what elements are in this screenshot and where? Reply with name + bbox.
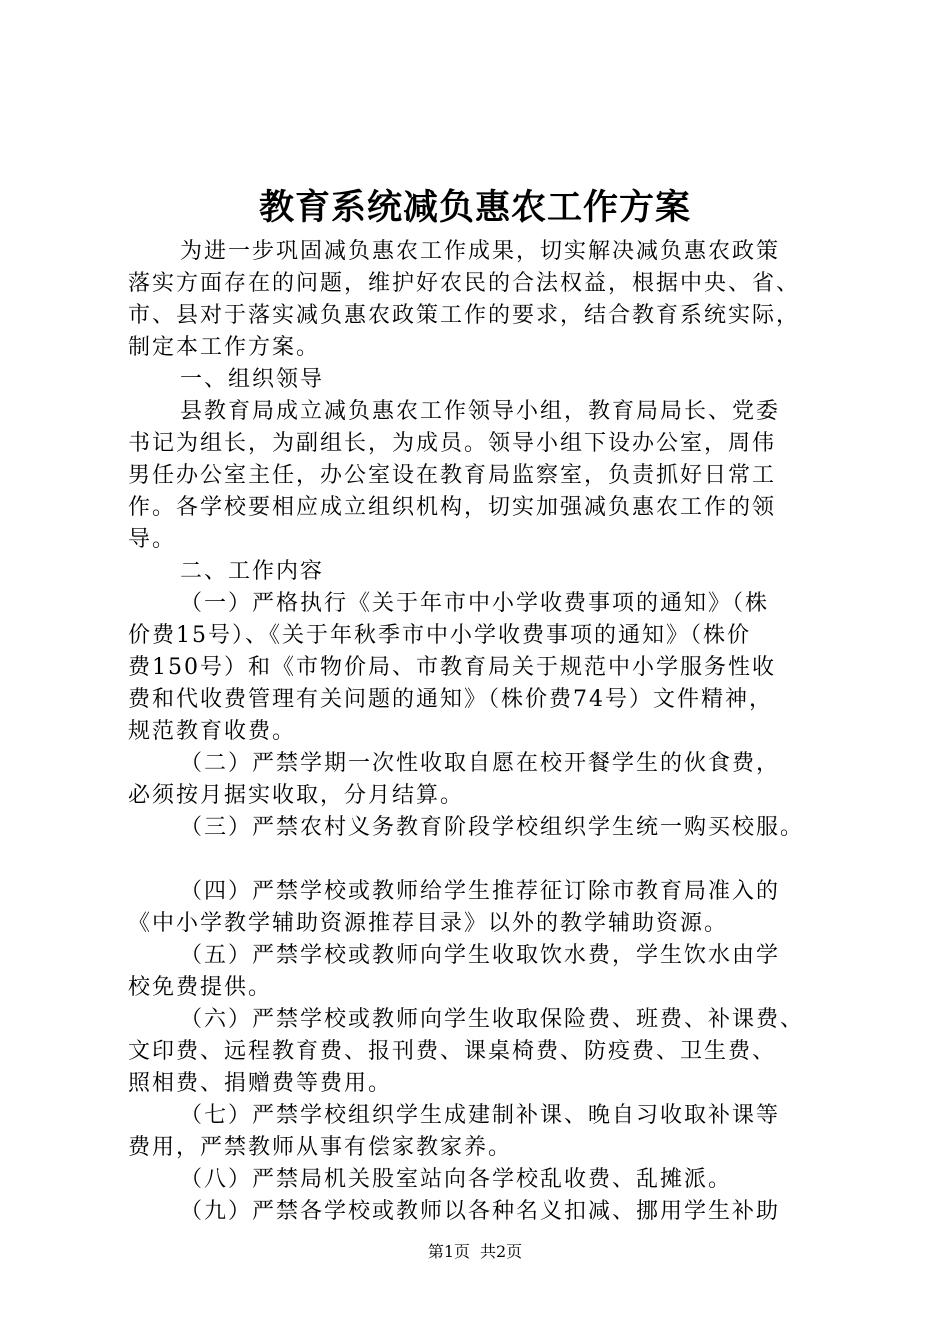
text-line: （四）严禁学校或教师给学生推荐征订除市教育局准入的: [180, 879, 781, 904]
text-line: 校免费提供。: [128, 975, 273, 1000]
text-line: 书记为组长，为副组长，为成员。领导小组下设办公室，周伟: [128, 431, 777, 456]
text-line: 为进一步巩固减负惠农工作成果，切实解决减负惠农政策: [180, 239, 781, 264]
text-line: （二）严禁学期一次性收取自愿在校开餐学生的伙食费，: [180, 751, 781, 776]
text-line: （一）严格执行《关于年市中小学收费事项的通知》（株: [180, 591, 770, 616]
text-line: 作。各学校要相应成立组织机构，切实加强减负惠农工作的领: [128, 495, 777, 520]
text-line: 一、组织领导: [180, 367, 325, 392]
page-number: 第1页: [427, 1242, 470, 1261]
text-line: 规范教育收费。: [128, 719, 297, 744]
text-line: 《中小学教学辅助资源推荐目录》以外的教学辅助资源。: [128, 911, 729, 936]
text-line: （八）严禁局机关股室站向各学校乱收费、乱摊派。: [180, 1167, 733, 1192]
text-line: （九）严禁各学校或教师以各种名义扣减、挪用学生补助: [180, 1199, 781, 1224]
text-line: 费150号）和《市物价局、市教育局关于规范中小学服务性收: [128, 655, 776, 680]
text-line: 导。: [128, 527, 177, 552]
text-line: 市、县对于落实减负惠农政策工作的要求，结合教育系统实际，: [128, 303, 801, 328]
text-line: 照相费、捐赠费等费用。: [128, 1071, 393, 1096]
text-line: 男任办公室主任，办公室设在教育局监察室，负责抓好日常工: [128, 463, 777, 488]
blank-line: [128, 844, 834, 876]
text-line: 必须按月据实收取，分月结算。: [128, 783, 465, 808]
text-line: 制定本工作方案。: [128, 335, 321, 360]
document-body: [128, 236, 834, 1228]
text-line: （五）严禁学校或教师向学生收取饮水费，学生饮水由学: [180, 943, 781, 968]
text-line: （七）严禁学校组织学生成建制补课、晚自习收取补课等: [180, 1103, 781, 1128]
page-footer: [0, 1240, 950, 1264]
text-line: 费和代收费管理有关问题的通知》（株价费74号）文件精神，: [128, 687, 773, 712]
text-line: 费用，严禁教师从事有偿家教家养。: [128, 1135, 513, 1160]
text-line: 文印费、远程教育费、报刊费、课桌椅费、防疫费、卫生费、: [128, 1039, 777, 1064]
text-line: 落实方面存在的问题，维护好农民的合法权益，根据中央、省、: [128, 271, 801, 296]
text-line: 价费15号）、《关于年秋季市中小学收费事项的通知》（株价: [128, 623, 751, 648]
document-title: 教育系统减负惠农工作方案: [258, 187, 691, 228]
text-line: 县教育局成立减负惠农工作领导小组，教育局局长、党委: [180, 399, 781, 424]
text-line: （三）严禁农村义务教育阶段学校组织学生统一购买校服。: [180, 815, 805, 840]
text-line: （六）严禁学校或教师向学生收取保险费、班费、补课费、: [180, 1007, 805, 1032]
text-line: 二、工作内容: [180, 559, 325, 584]
page-total: 共2页: [480, 1242, 523, 1261]
